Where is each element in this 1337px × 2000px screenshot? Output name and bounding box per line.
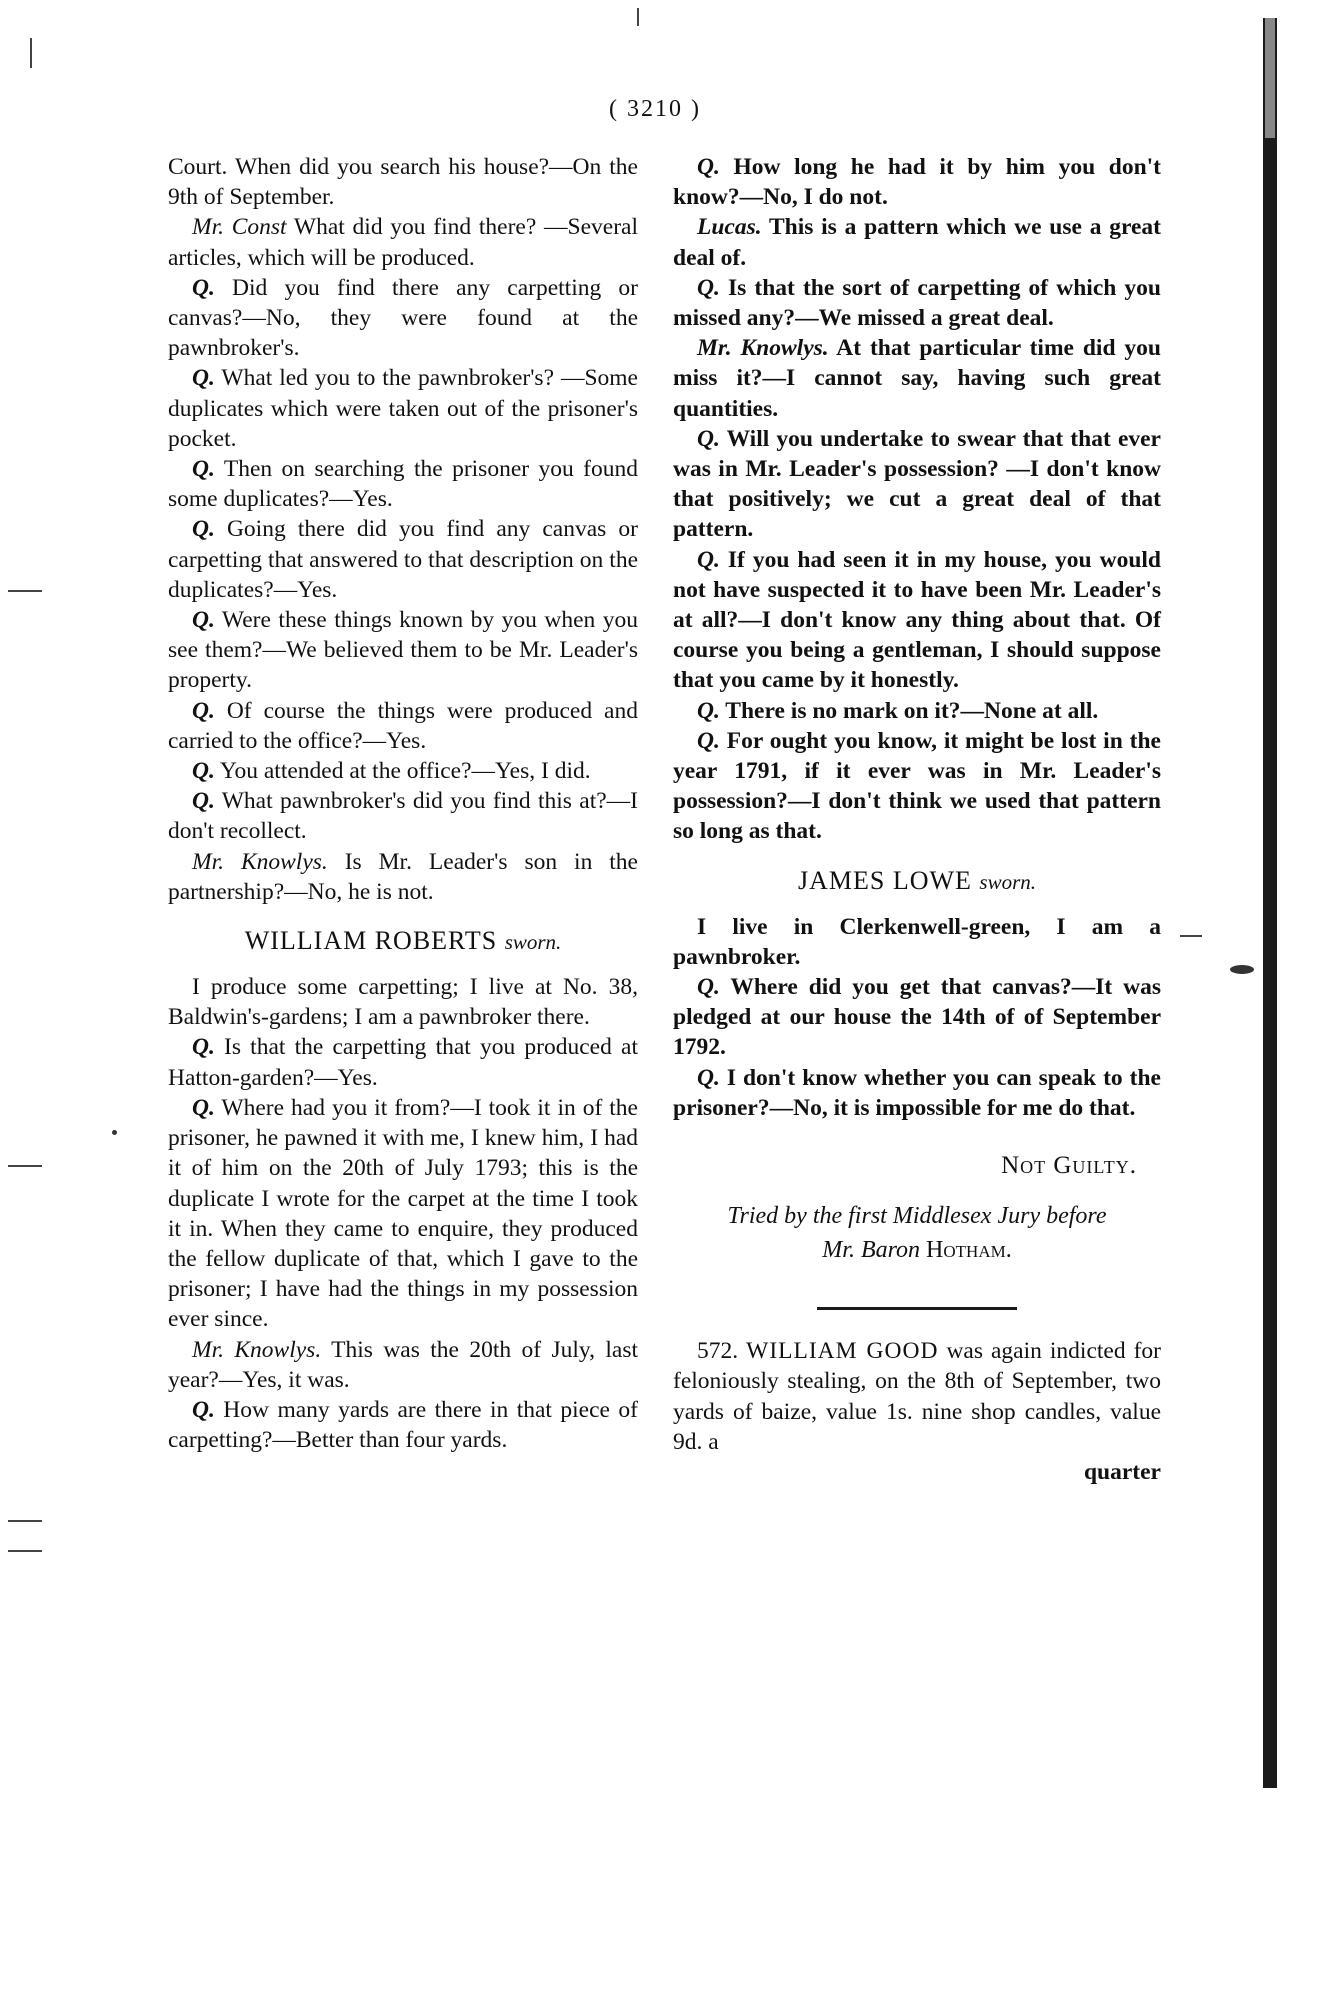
question-mark: Q. bbox=[192, 1094, 215, 1121]
question-mark: Q. bbox=[697, 274, 720, 301]
next-case-paragraph bbox=[673, 1336, 1161, 1457]
paragraph bbox=[673, 212, 1161, 272]
paragraph bbox=[673, 333, 1161, 424]
paragraph-text: Did you find there any carpetting or canvas?—No, they were found at the pawnbroker's. bbox=[168, 274, 638, 362]
question-mark: Q. bbox=[192, 607, 215, 634]
paragraph-text: For ought you know, it might be lost in the year 1791, if it ever was in Mr. Leader's possession?—I don't think we used that pattern so long as that. bbox=[673, 727, 1161, 845]
sworn-label: sworn. bbox=[979, 869, 1037, 894]
question-mark: Q. bbox=[697, 697, 720, 724]
paragraph-text: Going there did you find any canvas or carpetting that answered to that description on the duplicates?—Yes. bbox=[168, 516, 638, 603]
judge-name: Hotham. bbox=[926, 1237, 1012, 1264]
scan-edge-highlight bbox=[1265, 18, 1275, 138]
paragraph bbox=[673, 696, 1161, 726]
trial-note-line: Tried by the first Middlesex Jury before bbox=[727, 1203, 1107, 1230]
crop-mark bbox=[1180, 935, 1202, 937]
speaker-label: Mr. Knowlys. bbox=[192, 848, 328, 875]
witness-name: JAMES LOWE bbox=[797, 865, 972, 895]
question-mark: Q. bbox=[192, 456, 215, 483]
scan-edge-bar bbox=[1263, 18, 1277, 1788]
paragraph-text: Is that the sort of carpetting of which you missed any?—We missed a great deal. bbox=[673, 274, 1161, 332]
paragraph bbox=[168, 1335, 638, 1395]
question-mark: Q. bbox=[192, 1034, 215, 1061]
paragraph-text: Then on searching the prisoner you found some duplicates?—Yes. bbox=[168, 456, 638, 513]
ink-blot bbox=[1230, 965, 1254, 974]
paragraph bbox=[168, 1093, 638, 1335]
paragraph: I live in Clerkenwell-green, I am a pawnbroker. bbox=[673, 913, 1161, 970]
paragraph: I produce some carpetting; I live at No. 38, Baldwin's-gardens; I am a pawnbroker there. bbox=[168, 974, 638, 1031]
question-mark: Q. bbox=[697, 154, 720, 180]
speaker-label: Mr. Knowlys. bbox=[697, 335, 829, 362]
paragraph bbox=[673, 424, 1161, 545]
speaker-label: Mr. Const bbox=[192, 214, 287, 241]
paragraph-text: If you had seen it in my house, you would not have suspected it to have been Mr. Leader's at all?—I don't know any thing about that. Of course you being a gentleman, I should suppose that you came by it honestly. bbox=[673, 546, 1161, 694]
crop-mark bbox=[30, 38, 32, 68]
paragraph: Court. When did you search his house?—On the 9th of September. bbox=[168, 154, 638, 211]
paragraph bbox=[673, 1063, 1161, 1123]
speaker-label: Lucas. bbox=[697, 214, 762, 241]
paragraph bbox=[168, 847, 638, 907]
paragraph bbox=[168, 1395, 638, 1455]
question-mark: Q. bbox=[697, 727, 720, 754]
paragraph-text: At that particular time did you miss it?—I cannot say, having such great quantities. bbox=[673, 335, 1161, 422]
question-mark: Q. bbox=[192, 274, 215, 301]
crop-mark bbox=[8, 1165, 42, 1167]
trial-note-line bbox=[673, 1233, 1161, 1267]
right-column bbox=[673, 152, 1161, 1487]
paragraph bbox=[168, 756, 638, 786]
question-mark: Q. bbox=[192, 365, 215, 392]
question-mark: Q. bbox=[697, 1064, 720, 1091]
crop-mark bbox=[8, 1520, 42, 1522]
question-mark: Q. bbox=[192, 788, 215, 815]
paragraph bbox=[168, 1032, 638, 1092]
paragraph-text: Will you undertake to swear that that ever was in Mr. Leader's possession? —I don't know that positively; we cut a great deal of that pattern. bbox=[673, 425, 1161, 543]
paragraph-text: Of course the things were produced and carried to the office?—Yes. bbox=[168, 697, 638, 754]
paragraph-text: This is a pattern which we use a great deal of. bbox=[673, 214, 1161, 271]
question-mark: Q. bbox=[192, 1396, 215, 1423]
paragraph-text: How many yards are there in that piece of carpetting?—Better than four yards. bbox=[168, 1396, 638, 1454]
paragraph-text: I don't know whether you can speak to the prisoner?—No, it is impossible for me do that. bbox=[673, 1064, 1161, 1121]
paragraph-text: What led you to the pawnbroker's? —Some duplicates which were taken out of the prisoner's pocket. bbox=[168, 365, 638, 452]
paragraph bbox=[673, 273, 1161, 333]
paragraph-text: You attended at the office?—Yes, I did. bbox=[214, 758, 591, 785]
question-mark: Q. bbox=[697, 425, 720, 452]
question-mark: Q. bbox=[697, 974, 720, 1001]
crop-mark bbox=[637, 8, 639, 26]
paragraph bbox=[673, 152, 1161, 212]
ink-dot bbox=[112, 1130, 117, 1135]
paragraph-text: Is Mr. Leader's son in the partnership?—No, he is not. bbox=[168, 848, 638, 905]
crop-mark bbox=[8, 590, 42, 592]
paragraph-text: was again indicted for feloniously stealing, on the 8th of September, two yards of baize, value 1s. nine shop candles, value 9d. a bbox=[673, 1338, 1161, 1455]
paragraph bbox=[168, 696, 638, 756]
case-number: 572. bbox=[697, 1338, 739, 1365]
paragraph bbox=[168, 454, 638, 514]
question-mark: Q. bbox=[192, 697, 215, 724]
paragraph-text: This was the 20th of July, last year?—Yes, it was. bbox=[168, 1336, 638, 1393]
paragraph-text: What pawnbroker's did you find this at?—I don't recollect. bbox=[168, 788, 638, 845]
paragraph bbox=[168, 212, 638, 272]
witness-heading bbox=[168, 925, 638, 958]
question-mark: Q. bbox=[192, 516, 215, 543]
paragraph-text: How long he had it by him you don't know?—No, I do not. bbox=[673, 154, 1161, 211]
defendant-name: WILLIAM GOOD bbox=[746, 1338, 939, 1365]
catchword: quarter bbox=[1083, 1458, 1161, 1485]
paragraph bbox=[673, 726, 1161, 847]
question-mark: Q. bbox=[192, 758, 215, 785]
paragraph bbox=[673, 972, 1161, 1063]
paragraph bbox=[168, 273, 638, 364]
paragraph bbox=[168, 605, 638, 696]
paragraph-text: Where did you get that canvas?—It was pledged at our house the 14th of of September 1792. bbox=[673, 974, 1161, 1061]
judge-title: Mr. Baron bbox=[822, 1237, 921, 1264]
paragraph-text: Where had you it from?—I took it in of the prisoner, he pawned it with me, I knew him, I had it of him on the 20th of July 1793; this is the duplicate I wrote for the carpet at the time I took it in. When they came to enquire, they produced the fellow duplicate of that, which I gave to the prisoner; I have had the things in my possession ever since. bbox=[168, 1094, 638, 1333]
section-divider bbox=[817, 1307, 1017, 1310]
sworn-label: sworn. bbox=[504, 930, 562, 955]
question-mark: Q. bbox=[697, 546, 720, 573]
paragraph bbox=[168, 363, 638, 454]
witness-heading bbox=[673, 865, 1161, 898]
page-number: ( 3210 ) bbox=[609, 96, 701, 122]
speaker-label: Mr. Knowlys. bbox=[192, 1336, 322, 1363]
crop-mark bbox=[8, 1550, 42, 1552]
verdict: Not Guilty. bbox=[1001, 1152, 1137, 1180]
paragraph bbox=[168, 514, 638, 605]
left-column bbox=[168, 152, 638, 1455]
paragraph-text: Were these things known by you when you see them?—We believed them to be Mr. Leader's property. bbox=[168, 607, 638, 694]
paragraph-text: There is no mark on it?—None at all. bbox=[719, 697, 1099, 724]
paragraph bbox=[168, 786, 638, 846]
paragraph-text: What did you find there? —Several articles, which will be produced. bbox=[168, 214, 639, 271]
paragraph-text: Is that the carpetting that you produced at Hatton-garden?—Yes. bbox=[168, 1034, 638, 1091]
trial-note bbox=[673, 1199, 1161, 1267]
witness-name: WILLIAM ROBERTS bbox=[244, 926, 498, 956]
paragraph bbox=[673, 545, 1161, 696]
